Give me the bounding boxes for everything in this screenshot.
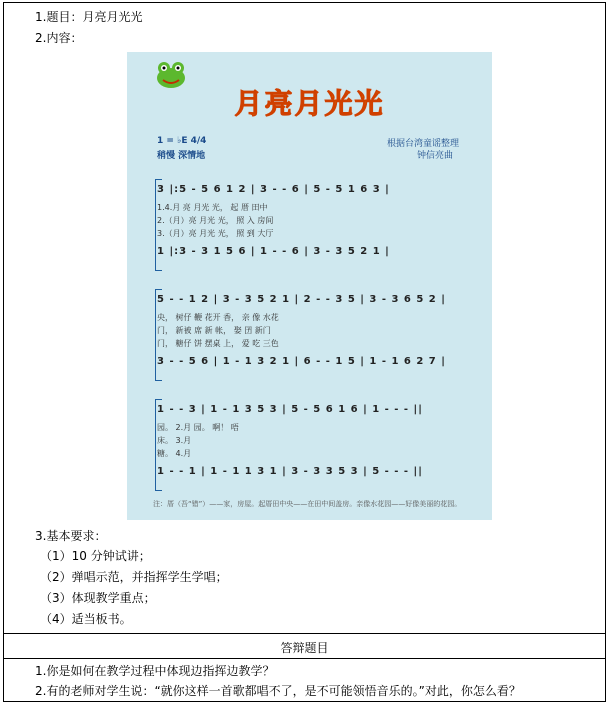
document-sheet xyxy=(3,2,606,702)
melody-line: 3 |:5 - 5 6 1 2 | 3 - - 6 | 5 - 5 1 6 3 | xyxy=(157,184,390,195)
lyric-line: 央， 树仔 鞭 花开 香， 亲 像 水花 xyxy=(157,313,279,322)
melody-line: 1 - - 3 | 1 - 1 3 5 3 | 5 - 5 6 1 6 | 1 - - - || xyxy=(157,404,423,415)
question-item: 2.有的老师对学生说：“就你这样一首歌都唱不了，是不可能领悟音乐的。”对此，你怎么看？ xyxy=(35,684,521,698)
item-title: 1.题目：月亮月光光 xyxy=(35,10,143,24)
music-score-image xyxy=(127,52,492,520)
requirement-item: （2）弹唱示范，并指挥学生学唱； xyxy=(40,570,228,584)
harmony-line: 1 |:3 - 3 1 5 6 | 1 - - 6 | 3 - 3 5 2 1 | xyxy=(157,246,390,257)
lyric-line: 2.（月）亮 月光 光， 照 入 房间 xyxy=(157,216,274,225)
lyric-line: 糖。 4.月 xyxy=(157,449,192,458)
score-footnote: 注：厝（吾“错”）——家，房屋。起厝田中央——在田中间盖房。亲像水花园——好像美丽的花园。 xyxy=(153,500,462,508)
qa-section-title: 答辩题目 xyxy=(280,641,329,655)
item-content: 2.内容： xyxy=(35,31,83,45)
item-requirements: 3.基本要求： xyxy=(35,529,107,543)
lyric-line: 园。 2.月 园。 啊！ 唔 xyxy=(157,423,239,432)
lyric-line: 1.4.月 亮 月光 光， 起 厝 田中 xyxy=(157,203,268,212)
divider xyxy=(4,658,605,659)
tempo-marking: 稍慢 深情地 xyxy=(157,151,206,161)
requirement-item: （1）10 分钟试讲； xyxy=(40,549,151,563)
harmony-line: 1 - - 1 | 1 - 1 1 3 1 | 3 - 3 3 5 3 | 5 - - - || xyxy=(157,466,423,477)
lyric-line: 门， 糖仔 饼 摆桌 上， 爱 吃 三色 xyxy=(157,339,279,348)
requirement-item: （4）适当板书。 xyxy=(40,612,132,626)
score-title: 月亮月光光 xyxy=(234,87,385,120)
requirement-item: （3）体现教学重点； xyxy=(40,591,156,605)
divider xyxy=(4,633,605,634)
harmony-line: 3 - - 5 6 | 1 - 1 3 2 1 | 6 - - 1 5 | 1 - 1 6 2 7 | xyxy=(157,356,446,367)
lyric-line: 床。 3.月 xyxy=(157,436,192,445)
lyric-line: 门， 新被 席 新 帐， 娶 囝 新门 xyxy=(157,326,271,335)
composer: 钟信亮曲 xyxy=(417,151,454,161)
melody-line: 5 - - 1 2 | 3 - 3 5 2 1 | 2 - - 3 5 | 3 - 3 6 5 2 | xyxy=(157,294,446,305)
question-item: 1.你是如何在教学过程中体现边指挥边教学？ xyxy=(35,664,275,678)
source-note: 根据台湾童谣整理 xyxy=(387,139,460,149)
key-signature: 1 = ♭E 4/4 xyxy=(157,136,207,146)
lyric-line: 3.（月）亮 月光 光， 照 到 大厅 xyxy=(157,229,274,238)
